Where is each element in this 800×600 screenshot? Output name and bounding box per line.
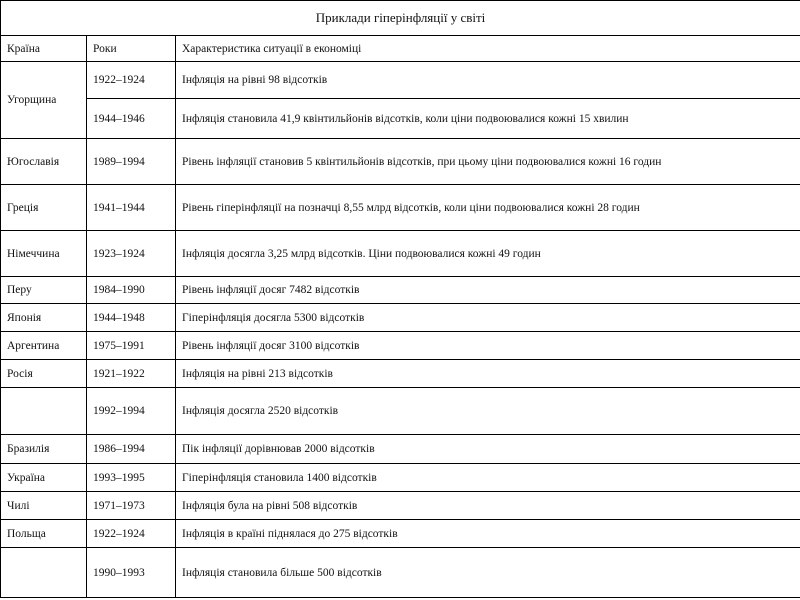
description-cell: Рівень інфляції досяг 3100 відсотків (176, 332, 800, 360)
table-row (1, 304, 800, 332)
table-row (1, 185, 800, 231)
country-cell: Чилі (1, 492, 87, 520)
country-cell: Перу (1, 277, 87, 304)
table-row (1, 99, 800, 139)
country-cell (1, 548, 87, 598)
years-cell: 1944–1948 (87, 304, 176, 332)
description-cell: Інфляція на рівні 213 відсотків (176, 360, 800, 388)
years-cell: 1986–1994 (87, 435, 176, 464)
description-cell: Рівень інфляції становив 5 квінтильйонів відсотків, при цьому ціни подвоювалися кожні 16 годин (176, 139, 800, 185)
table-row (1, 388, 800, 435)
table-row (1, 464, 800, 492)
description-cell: Гіперінфляція досягла 5300 відсотків (176, 304, 800, 332)
table-title: Приклади гіперінфляції у світі (1, 1, 800, 36)
header-row (1, 36, 800, 62)
table-row (1, 435, 800, 464)
header-description: Характеристика ситуації в економіці (176, 36, 800, 62)
table-row (1, 360, 800, 388)
header-years: Роки (87, 36, 176, 62)
table-row (1, 139, 800, 185)
years-cell: 1971–1973 (87, 492, 176, 520)
country-cell: Україна (1, 464, 87, 492)
table-row (1, 492, 800, 520)
years-cell: 1990–1993 (87, 548, 176, 598)
description-cell: Інфляція в країні піднялася до 275 відсотків (176, 520, 800, 548)
table-row (1, 548, 800, 598)
country-cell: Бразилія (1, 435, 87, 464)
description-cell: Гіперінфляція становила 1400 відсотків (176, 464, 800, 492)
country-cell (1, 388, 87, 435)
description-cell: Інфляція становила більше 500 відсотків (176, 548, 800, 598)
country-cell: Росія (1, 360, 87, 388)
description-cell: Рівень гіперінфляції на позначці 8,55 млрд відсотків, коли ціни подвоювалися кожні 28 годин (176, 185, 800, 231)
country-cell: Німеччина (1, 231, 87, 277)
years-cell: 1944–1946 (87, 99, 176, 139)
header-country: Країна (1, 36, 87, 62)
description-cell: Пік інфляції дорівнював 2000 відсотків (176, 435, 800, 464)
country-cell: Греція (1, 185, 87, 231)
years-cell: 1992–1994 (87, 388, 176, 435)
years-cell: 1941–1944 (87, 185, 176, 231)
description-cell: Інфляція досягла 3,25 млрд відсотків. Ціни подвоювалися кожні 49 годин (176, 231, 800, 277)
table-row (1, 277, 800, 304)
table-row (1, 231, 800, 277)
years-cell: 1984–1990 (87, 277, 176, 304)
description-cell: Інфляція досягла 2520 відсотків (176, 388, 800, 435)
years-cell: 1975–1991 (87, 332, 176, 360)
years-cell: 1922–1924 (87, 62, 176, 99)
country-cell: Польща (1, 520, 87, 548)
years-cell: 1993–1995 (87, 464, 176, 492)
country-cell: Югославія (1, 139, 87, 185)
description-cell: Інфляція становила 41,9 квінтильйонів відсотків, коли ціни подвоювалися кожні 15 хвилин (176, 99, 800, 139)
country-cell: Угорщина (1, 62, 87, 139)
table-row (1, 520, 800, 548)
table-row (1, 332, 800, 360)
years-cell: 1923–1924 (87, 231, 176, 277)
years-cell: 1921–1922 (87, 360, 176, 388)
description-cell: Рівень інфляції досяг 7482 відсотків (176, 277, 800, 304)
years-cell: 1922–1924 (87, 520, 176, 548)
title-row (1, 1, 800, 36)
description-cell: Інфляція була на рівні 508 відсотків (176, 492, 800, 520)
country-cell: Аргентина (1, 332, 87, 360)
country-cell: Японія (1, 304, 87, 332)
table-row (1, 62, 800, 99)
years-cell: 1989–1994 (87, 139, 176, 185)
description-cell: Інфляція на рівні 98 відсотків (176, 62, 800, 99)
